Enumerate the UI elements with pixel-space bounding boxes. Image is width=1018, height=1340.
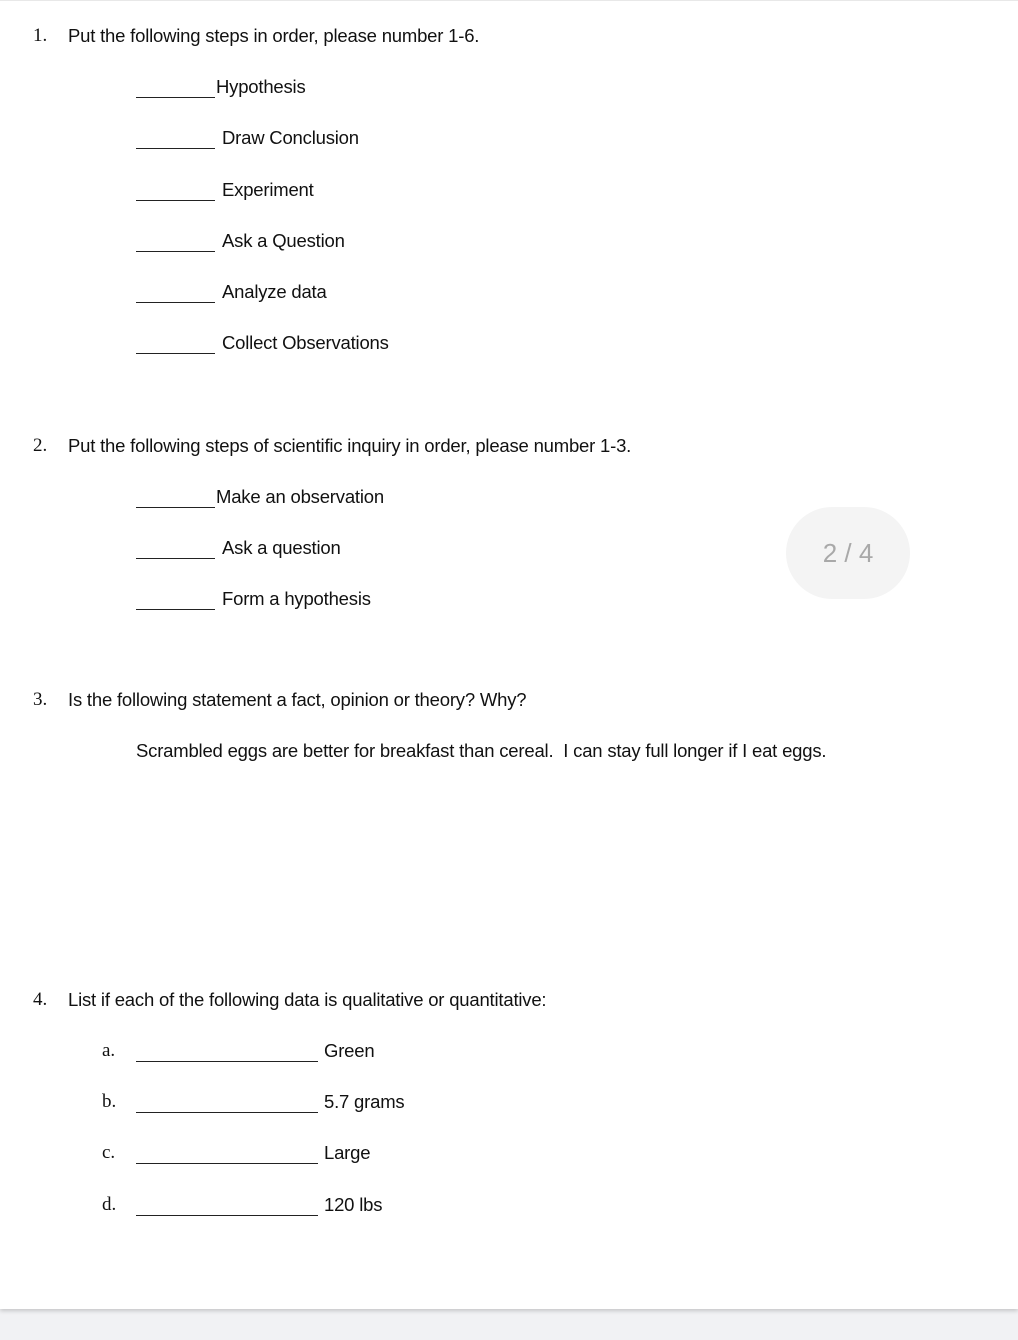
question-3-statement: Scrambled eggs are better for breakfast than cereal. I can stay full longer if I eat eggs.: [136, 740, 827, 761]
question-2-number: 2.: [33, 435, 48, 456]
item-letter: b.: [102, 1091, 117, 1112]
step-item: Analyze data: [222, 281, 327, 302]
answer-blank[interactable]: [136, 353, 215, 354]
answer-blank[interactable]: [136, 200, 215, 201]
item-letter: a.: [102, 1040, 116, 1061]
answer-blank[interactable]: [136, 148, 215, 149]
answer-blank[interactable]: [136, 558, 215, 559]
question-3-number: 3.: [33, 689, 48, 710]
step-item: Form a hypothesis: [222, 588, 371, 609]
step-item: Make an observation: [216, 486, 384, 507]
data-item: 120 lbs: [324, 1194, 383, 1215]
item-letter: d.: [102, 1194, 117, 1215]
step-item: Ask a Question: [222, 230, 345, 251]
step-item: Hypothesis: [216, 76, 306, 97]
answer-blank[interactable]: [136, 1163, 318, 1164]
step-item: Experiment: [222, 179, 314, 200]
question-1-text: Put the following steps in order, please number 1-6.: [68, 25, 480, 46]
answer-blank[interactable]: [136, 251, 215, 252]
answer-blank[interactable]: [136, 1112, 318, 1113]
answer-blank[interactable]: [136, 302, 215, 303]
item-letter: c.: [102, 1142, 116, 1163]
answer-blank[interactable]: [136, 97, 215, 98]
answer-blank[interactable]: [136, 609, 215, 610]
question-3-text: Is the following statement a fact, opinion or theory? Why?: [68, 689, 527, 710]
question-2-text: Put the following steps of scientific inquiry in order, please number 1-3.: [68, 435, 632, 456]
question-4-text: List if each of the following data is qualitative or quantitative:: [68, 989, 547, 1010]
step-item: Collect Observations: [222, 332, 389, 353]
page-indicator: 2 / 4: [786, 507, 910, 599]
question-1-number: 1.: [33, 25, 48, 46]
data-item: Green: [324, 1040, 375, 1061]
answer-blank[interactable]: [136, 1061, 318, 1062]
question-4-number: 4.: [33, 989, 48, 1010]
answer-blank[interactable]: [136, 507, 215, 508]
step-item: Ask a question: [222, 537, 341, 558]
data-item: 5.7 grams: [324, 1091, 405, 1112]
answer-blank[interactable]: [136, 1215, 318, 1216]
data-item: Large: [324, 1142, 371, 1163]
step-item: Draw Conclusion: [222, 127, 359, 148]
